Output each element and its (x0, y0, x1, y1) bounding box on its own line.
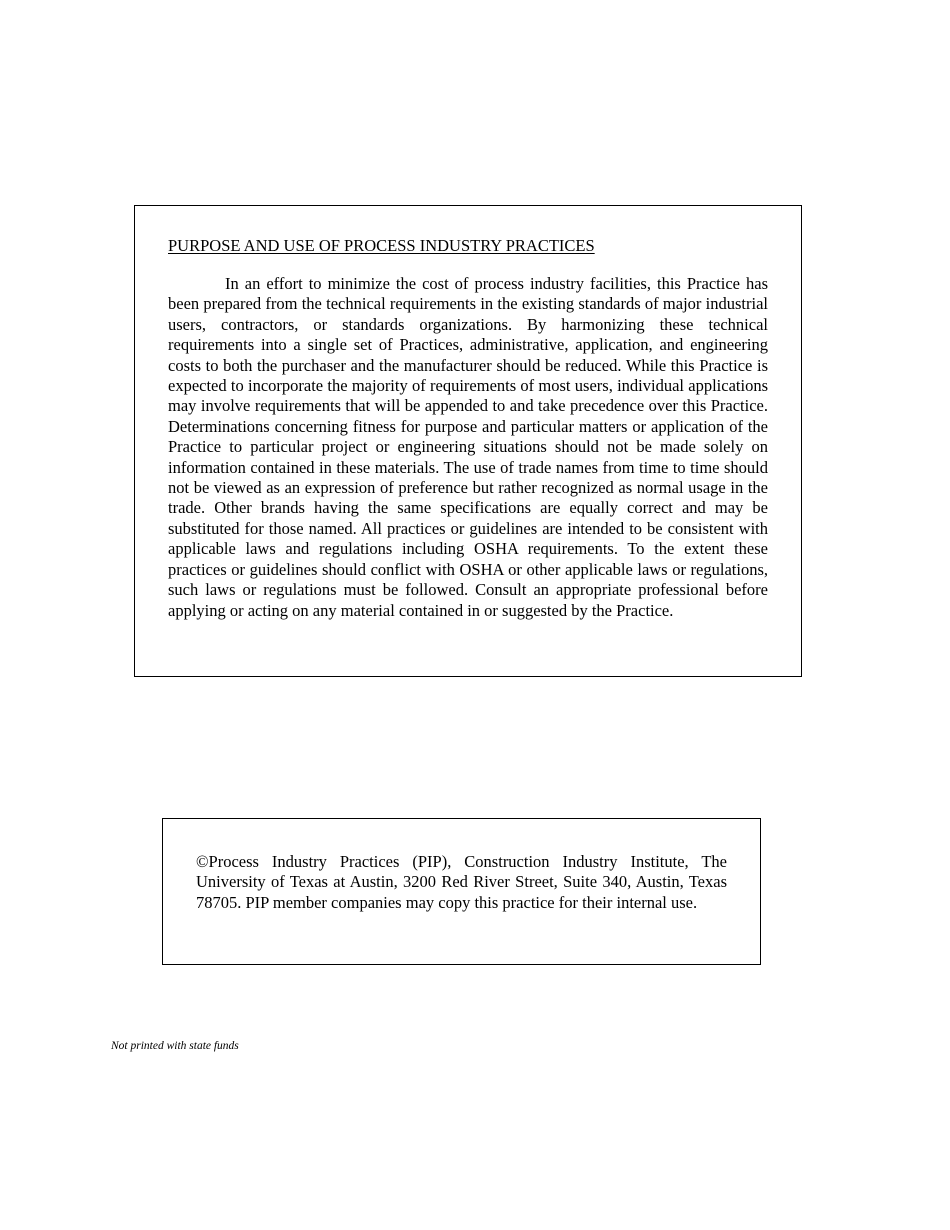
copyright-text: ©Process Industry Practices (PIP), Construction Industry Institute, The University of Texas at Austin, 3200 Red River Street, Suite 340, Austin, Texas 78705. PIP member companies may copy this practice for their internal use. (196, 852, 727, 912)
purpose-title: PURPOSE AND USE OF PROCESS INDUSTRY PRACTICES (168, 236, 595, 255)
purpose-body: In an effort to minimize the cost of process industry facilities, this Practice has been prepared from the technical requirements in the existing standards of major industrial users, contractors, or standards organizations. By harmonizing these technical requirements into a single set of Practices, administrative, application, and engineering costs to both the purchaser and the manufacturer should be reduced. While this Practice is expected to incorporate the majority of requirements of most users, individual applications may involve requirements that will be appended to and take precedence over this Practice. Determinations concerning fitness for purpose and particular matters or application of the Practice to particular project or engineering situations should not be made solely on information contained in these materials. The use of trade names from time to time should not be viewed as an expression of preference but rather recognized as normal usage in the trade. Other brands having the same specifications are equally correct and may be substituted for those named. All practices or guidelines are intended to be consistent with applicable laws and regulations including OSHA requirements. To the extent these practices or guidelines should conflict with OSHA or other applicable laws or regulations, such laws or regulations must be followed. Consult an appropriate professional before applying or acting on any material contained in or suggested by the Practice. (168, 274, 768, 620)
footer-note: Not printed with state funds (111, 1040, 239, 1052)
copyright-section (162, 818, 761, 965)
purpose-section (134, 205, 802, 677)
